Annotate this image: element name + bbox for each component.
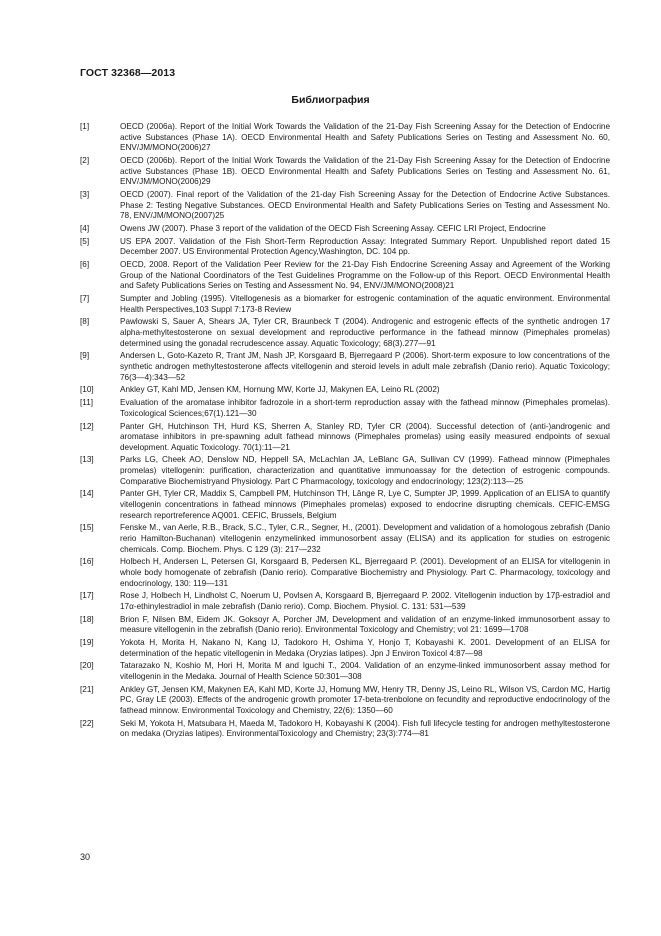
reference-entry [80,661,610,682]
reference-entry [80,237,610,258]
reference-number: [17] [80,591,94,601]
reference-number: [13] [80,455,94,465]
reference-number: [7] [80,294,90,304]
reference-entry [80,719,610,740]
reference-entry [80,638,610,659]
reference-number: [4] [80,223,90,233]
reference-number: [11] [80,398,94,408]
reference-entry [80,523,610,555]
reference-text: Panter GH, Hutchinson TH, Hurd KS, Sherren A, Stanley RD, Tyler CR (2004). Successful detection of (anti-)androgenic and aromatase inhibitors in pre-spawning adult fathead minnows (Pimephales promelas) using easily measured endpoints of sexual development. Aquatic Toxicology. 70(1):11—21 [120,421,610,452]
reference-text: Brion F, Nilsen BM, Eidem JK. Goksoyr A, Porcher JM, Development and validation of an enzyme-linked immunosorbent assay to measure vitellogenin in the zebrafish (Danio rerio). Environmental Toxicology and Chemistry; vol 21: 1699—1708 [120,614,610,635]
reference-text: Parks LG, Cheek AO, Denslow ND, Heppell SA, McLachlan JA, LeBlanc GA, Sullivan CV (1999). Fathead minnow (Pimephales promelas) vitellogenin: purification, characterization and quantitative immunoassay for the detection of estrogenic compounds. Comparative Biochemistryand Physiology. Part C Pharmacology, toxicology and endocrinology; 123(2):113—25 [120,455,610,486]
document-code: ГОСТ 32368—2013 [80,67,176,79]
reference-entry [80,489,610,521]
reference-text: Panter GH, Tyler CR, Maddix S, Campbell PM, Hutchinson TH, Lânge R, Lye C, Sumpter JP, 1999. Application of an ELISA to quantify vitellogenin concentrations in fathead minnows (Pimephales promelas) exposed to endocrine disrupting chemicals. CEFIC-EMSG research reportreference AQ001. CEFIC, Brussels, Belgium [120,489,610,520]
reference-entry [80,260,610,292]
reference-number: [10] [80,385,94,395]
reference-text: Pawlowski S, Sauer A, Shears JA, Tyler CR, Braunbeck T (2004). Androgenic and estrogenic effects of the synthetic androgen 17 alpha-methyltestosterone on sexual development and reproductive performance in the fathead minnow (Pimephales promelas) determined using the gonadal recrudescence assay. Aquatic Toxicology; 68(3).277—91 [120,317,610,348]
page-number: 30 [80,852,91,862]
reference-text: OECD (2006a). Report of the Initial Work Towards the Validation of the 21-Day Fish Screening Assay for the Detection of Endocrine active Substances (Phase 1A). OECD Environmental Health and Safety Publications Series on Testing and Assessment No. 60, ENV/JM/MONO(2006)27 [120,122,610,153]
reference-number: [14] [80,489,94,499]
reference-text: Owens JW (2007). Phase 3 report of the validation of the OECD Fish Screening Assay. CEFIC LRI Project, Endocrine [120,223,546,233]
reference-list [80,122,610,742]
reference-entry [80,398,610,419]
reference-number: [1] [80,122,90,131]
reference-entry [80,122,610,154]
reference-number: [9] [80,351,90,361]
reference-entry [80,615,610,636]
reference-number: [16] [80,557,94,567]
reference-entry [80,156,610,188]
reference-number: [15] [80,523,94,533]
reference-number: [8] [80,317,90,327]
reference-entry [80,591,610,612]
reference-number: [5] [80,236,90,246]
reference-number: [12] [80,421,94,431]
reference-entry [80,385,610,396]
reference-text: Rose J, Holbech H, Lindholst C, Noerum U, Povlsen A, Korsgaard B, Bjerregaard P. 2002. Vitellogenin induction by 17β-estradiol and 17α-ethinylestradiol in male zebrafish (Danio rerio). Comp. Biochem. Physiol. C. 131: 531—539 [120,591,610,611]
reference-text: Holbech H, Andersen L, Petersen GI, Korsgaard B, Pedersen KL, Bjerregaard P. (2001). Development of an ELISA for vitellogenin in whole body homogenate of zebrafish (Danio rerio). Comparative Biochemistry and Physiology. Part C. Pharmacology, toxicology and endocrinology, 130: 119—131 [120,557,610,588]
reference-number: [21] [80,684,94,694]
reference-text: OECD, 2008. Report of the Validation Peer Review for the 21-Day Fish Endocrine Screening Assay and Agreement of the Working Group of the National Coordinators of the Test Guidelines Programme on the Follow-up of this Report. OECD Environmental Health and Safety Publications Series on Testing and Assessment No. 94, ENV/JM/MONO(2008)21 [120,260,610,291]
reference-text: Tatarazako N, Koshio M, Hori H, Morita M and Iguchi T., 2004. Validation of an enzyme-linked immunosorbent assay method for vitellogenin in the Medaka. Journal of Health Science 50:301—308 [120,661,610,682]
reference-entry [80,351,610,383]
reference-number: [3] [80,189,90,199]
reference-entry [80,317,610,349]
reference-number: [19] [80,638,94,648]
reference-text: Ankley GT, Kahl MD, Jensen KM, Hornung MW, Korte JJ, Makynen EA, Leino RL (2002) [120,385,440,395]
reference-entry [80,224,610,235]
reference-text: OECD (2006b). Report of the Initial Work Towards the Validation of the 21-Day Fish Screening Assay for the Detection of Endocrine active Substances (Phase 1B). OECD Environmental Health and Safety Publications Series on Testing and Assessment No. 61, ENV/JM/MONO(2006)29 [120,155,610,187]
reference-text: OECD (2007). Final report of the Validation of the 21-day Fish Screening Assay for the Detection of Endocrine Active Substances. Phase 2: Testing Negative Substances. OECD Environmental Health and Safety Publications Series on Testing and Assessment No. 78, ENV/JM/MONO(2007)25 [120,189,610,221]
reference-number: [2] [80,155,90,165]
reference-text: Fenske M., van Aerle, R.B., Brack, S.C., Tyler, C.R., Segner, H., (2001). Development and validation of a homologous zebrafish (Danio rerio Hamilton-Buchanan) vitellogenin enzymelinked immunosorbent assay (ELISA) and its application for studies on estrogenic chemicals. Comp. Biochem. Phys. C 129 (3): 217—232 [120,523,610,554]
reference-text: Sumpter and Jobling (1995). Vitellogenesis as a biomarker for estrogenic contamination of the aquatic environment. Environmental Health Perspectives,103 Suppl 7:173-8 Review [120,294,610,314]
reference-entry [80,557,610,589]
reference-number: [18] [80,614,94,624]
reference-entry [80,294,610,315]
reference-text: Seki M, Yokota H, Matsubara H, Maeda M, Tadokoro H, Kobayashi K (2004). Fish full lifecycle testing for androgen methyltestosterone on medaka (Oryzias latipes). EnvironmentalToxicology and Chemistry; 23(3):774—81 [120,718,610,739]
reference-entry [80,422,610,454]
reference-number: [6] [80,260,90,270]
reference-text: Evaluation of the aromatase inhibitor fadrozole in a short-term reproduction assay with the fathead minnow (Pimephales promelas). Toxicological Sciences;67(1).121—30 [120,398,610,418]
reference-text: Yokota H, Morita H, Nakano N, Kang IJ, Tadokoro H, Oshima Y, Honjo T, Kobayashi K. 2001. Development of an ELISA for determination of the hepatic vitellogenin in Medaka (Oryzias latipes). Jpn J Environ Toxicol 4:87—98 [120,638,610,658]
reference-text: Ankley GT, Jensen KM, Makynen EA, Kahl MD, Korte JJ, Homung MW, Henry TR, Denny JS, Leino RL, Wilson VS, Cardon MC, Hartig PC, Gray LE (2003). Effects of the androgenic growth promoter 17-beta-trenbolone on fecundity and reproductive endocrinology of the fathead minnow. Environmental Toxicology and Chemistry, 22(6): 1350—60 [120,684,610,716]
reference-entry [80,455,610,487]
reference-text: Andersen L, Goto-Kazeto R, Trant JM, Nash JP, Korsgaard B, Bjerregaard P (2006). Short-term exposure to low concentrations of the synthetic androgen methyltestosterone affects vitellogenin and steroid levels in adult male zebrafish (Danio rerio). Aquatic Toxicology; 76(3—4):343—52 [120,351,610,382]
reference-text: US EPA 2007. Validation of the Fish Short-Term Reproduction Assay: Integrated Summary Report. Unpublished report dated 15 December 2007. US Environmental Protection Agency,Washington, DC. 104 pp. [120,236,610,257]
reference-entry [80,685,610,717]
reference-entry [80,190,610,222]
reference-number: [20] [80,661,94,671]
reference-number: [22] [80,718,94,728]
bibliography-title: Библиография [291,94,370,106]
